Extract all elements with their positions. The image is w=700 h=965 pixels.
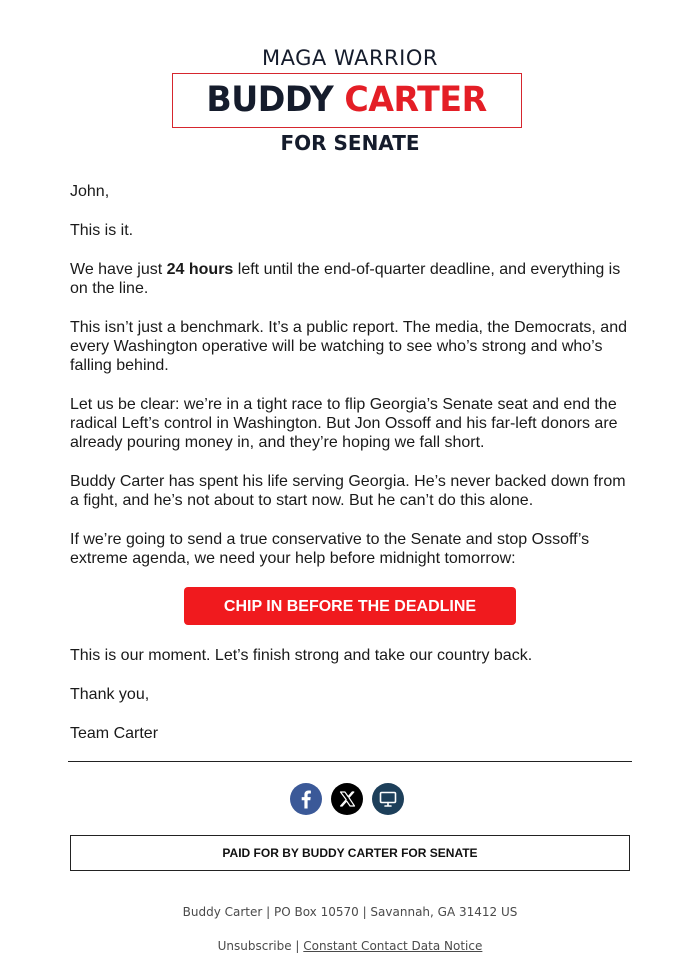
website-link[interactable] [372,783,404,815]
logo-name-box [172,73,522,128]
logo-first-name: BUDDY [206,80,334,120]
closing-paragraph: This is our moment. Let’s finish strong and take our country back. [70,647,533,664]
facebook-icon [290,783,322,815]
body-paragraph: Buddy Carter has spent his life serving Georgia. He’s never backed down from a fight, and he’s not about to start now. But he can’t do this alone. [70,473,626,509]
greeting: John, [70,183,110,200]
logo-subtitle: FOR SENATE [280,131,420,155]
x-icon [331,783,363,815]
campaign-logo [0,0,700,165]
cta-wrapper [184,587,516,625]
p2-after: left until the end-of-quarter deadline, and everything is on the line. [70,261,621,297]
closing-section [70,646,635,763]
data-notice-link[interactable]: Constant Contact Data Notice [303,939,483,953]
chip-in-button[interactable]: CHIP IN BEFORE THE DEADLINE [184,587,516,625]
mailing-address: Buddy Carter | PO Box 10570 | Savannah, GA 31412 US [182,905,518,919]
paid-for-disclaimer: PAID FOR BY BUDDY CARTER FOR SENATE [70,835,630,871]
logo-tagline: MAGA WARRIOR [262,46,438,70]
x-link[interactable] [331,783,363,815]
body-paragraph: If we’re going to send a true conservative to the Senate and stop Ossoff’s extreme agenda, we need your help before midnight tomorrow: [70,531,590,567]
logo-name [206,80,488,120]
body-paragraph [70,260,635,298]
p2-bold: 24 hours [166,261,234,278]
facebook-link[interactable] [290,783,322,815]
p2-before: We have just [70,261,167,278]
signature: Team Carter [70,725,159,742]
social-links [0,783,700,815]
body-paragraph: This isn’t just a benchmark. It’s a public report. The media, the Democrats, and every Washington operative will be watching to see who’s strong and who’s falling behind. [70,319,627,374]
footer-links [0,939,700,953]
link-separator: | [295,939,300,953]
body-paragraph: Let us be clear: we’re in a tight race to flip Georgia’s Senate seat and end the radical Left’s control in Washington. But Jon Ossoff and his far-left donors are already pouring money in, and they’re hoping we fall short. [70,396,618,451]
monitor-icon [372,783,404,815]
logo-last-name: CARTER [344,80,488,120]
footer-divider [68,761,632,762]
body-paragraph: This is it. [70,222,134,239]
thanks-line: Thank you, [70,686,150,703]
unsubscribe-link[interactable]: Unsubscribe [217,939,292,953]
email-body [70,182,635,588]
